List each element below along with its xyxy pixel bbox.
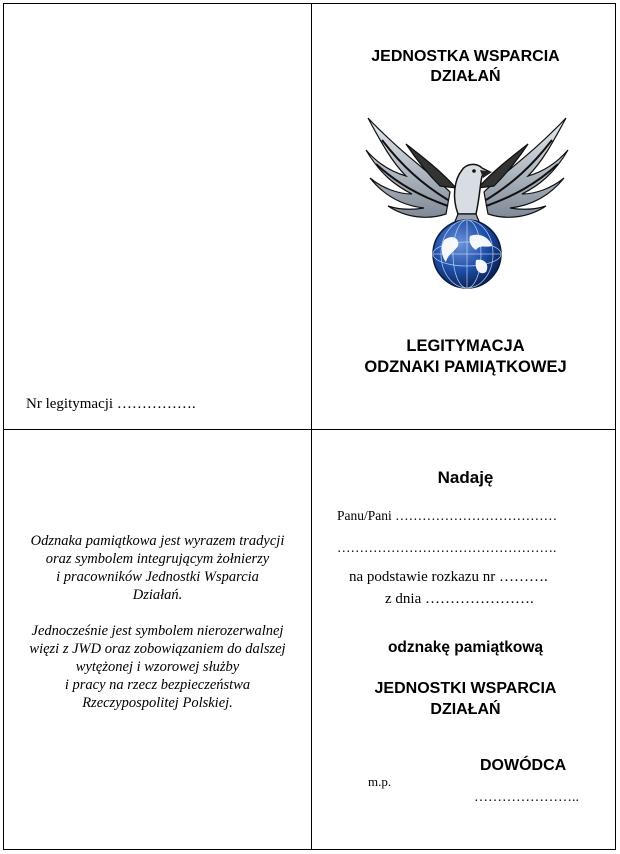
unit-footer-line-2: DZIAŁAŃ (430, 701, 501, 718)
description-line: wytężonej i wzorowej służby (75, 659, 240, 675)
description-line: więzi z JWD oraz zobowiązaniem do dalszej (29, 641, 286, 657)
card-number-label: Nr legitymacji (26, 396, 114, 412)
description-para-2 (4, 622, 311, 712)
order-label: na podstawie rozkazu nr (349, 569, 496, 585)
recipient-line-2: …………………………………………. (337, 540, 557, 555)
description-line: Działań. (132, 587, 183, 603)
order-line (349, 569, 548, 586)
recipient-line (337, 508, 557, 524)
document-title (314, 336, 617, 378)
description-line: Jednocześnie jest symbolem nierozerwalnej (31, 623, 284, 639)
unit-footer-line-1: JEDNOSTKI WSPARCIA (374, 680, 557, 697)
description-line: Rzeczypospolitej Polskiej. (82, 695, 233, 711)
order-dots: ………. (498, 569, 548, 585)
document-title-line-1: LEGITYMACJA (406, 337, 525, 355)
badge-description (4, 532, 311, 712)
unit-name-line-2: DZIAŁAŃ (430, 68, 501, 85)
description-line: i pracy na rzecz bezpieczeństwa (64, 677, 251, 693)
document-title-line-2: ODZNAKI PAMIĄTKOWEJ (364, 358, 567, 376)
unit-name-line-1: JEDNOSTKA WSPARCIA (371, 48, 560, 65)
description-line: oraz symbolem integrującym żołnierzy (45, 551, 270, 567)
unit-name-footer (314, 678, 617, 720)
date-dots: …………………. (424, 591, 534, 607)
eagle-globe-emblem (362, 114, 572, 290)
horizontal-divider (4, 429, 615, 430)
signature-dots: ………………….. (474, 790, 579, 805)
seal-label: m.p. (368, 774, 392, 789)
id-card-sheet (3, 3, 616, 850)
date-line (385, 591, 534, 608)
badge-name: odznakę pamiątkową (387, 639, 544, 656)
card-number-dots: ……………. (116, 396, 196, 412)
commander-label: DOWÓDCA (480, 757, 567, 774)
date-label: z dnia (385, 591, 422, 607)
card-number-line (26, 396, 196, 413)
description-para-1 (4, 532, 311, 604)
description-line: Odznaka pamiątkowa jest wyrazem tradycji (30, 533, 285, 549)
recipient-label: Panu/Pani (337, 508, 392, 523)
description-line: i pracowników Jednostki Wsparcia (56, 569, 259, 585)
unit-name-header (314, 47, 617, 87)
recipient-dots: ……………………………… (395, 508, 558, 523)
eagle-globe-icon (362, 114, 572, 290)
grant-heading: Nadaję (437, 468, 494, 487)
vertical-divider (311, 4, 312, 849)
